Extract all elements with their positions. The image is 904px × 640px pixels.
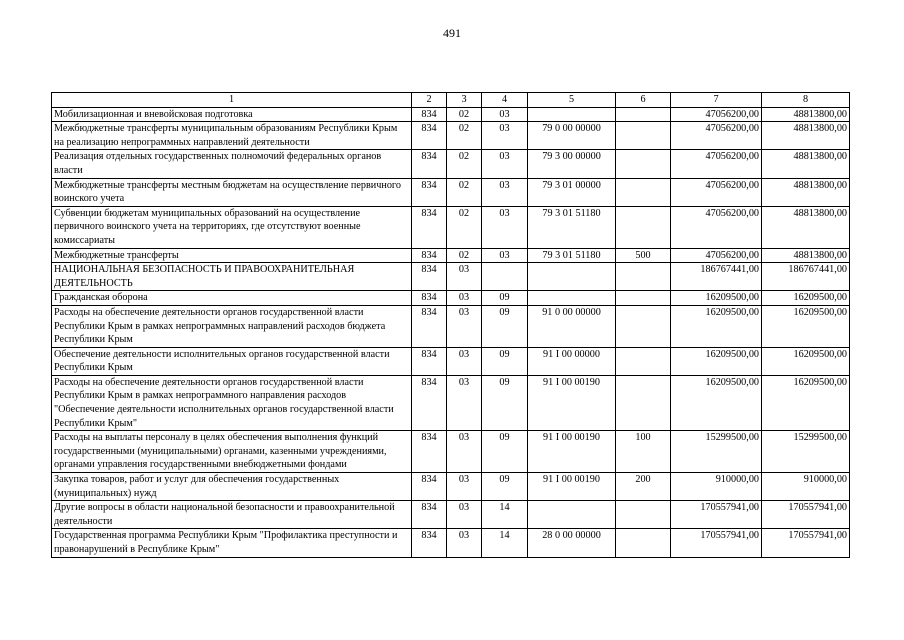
table-row [52,150,850,178]
row-target-code: 91 I 00 00190 [528,375,616,430]
row-expense-type: 200 [616,473,671,501]
row-amount-year2: 16209500,00 [762,291,850,306]
row-name: Обеспечение деятельности исполнительных органов государственной власти Республики Крым [52,347,412,375]
row-amount-year1: 47056200,00 [671,178,762,206]
row-section: 02 [447,107,482,122]
row-section: 03 [447,375,482,430]
row-amount-year2: 48813800,00 [762,206,850,248]
table-row [52,431,850,473]
row-target-code: 79 3 01 51180 [528,206,616,248]
row-amount-year1: 47056200,00 [671,107,762,122]
row-grbs: 834 [412,206,447,248]
header-cell: 5 [528,93,616,108]
row-name: Межбюджетные трансферты муниципальным образованиям Республики Крым на реализацию непрограммных направлений деятельности [52,122,412,150]
row-name: Межбюджетные трансферты [52,248,412,263]
row-subsection: 09 [482,431,528,473]
row-subsection: 14 [482,501,528,529]
row-section: 03 [447,431,482,473]
table-row [52,248,850,263]
row-expense-type [616,178,671,206]
header-cell: 6 [616,93,671,108]
row-amount-year2: 48813800,00 [762,107,850,122]
row-section: 02 [447,206,482,248]
row-section: 02 [447,178,482,206]
row-grbs: 834 [412,347,447,375]
row-amount-year1: 16209500,00 [671,305,762,347]
page-number: 491 [443,26,461,40]
row-section: 03 [447,305,482,347]
row-expense-type [616,206,671,248]
row-expense-type [616,291,671,306]
row-amount-year1: 16209500,00 [671,291,762,306]
row-amount-year2: 48813800,00 [762,150,850,178]
row-amount-year1: 15299500,00 [671,431,762,473]
row-name: Государственная программа Республики Крым "Профилактика преступности и правонарушений в Республике Крым" [52,529,412,557]
row-target-code: 79 0 00 00000 [528,122,616,150]
header-cell: 8 [762,93,850,108]
row-amount-year2: 48813800,00 [762,178,850,206]
row-amount-year1: 47056200,00 [671,248,762,263]
header-cell: 4 [482,93,528,108]
row-amount-year2: 910000,00 [762,473,850,501]
header-cell: 7 [671,93,762,108]
row-amount-year1: 47056200,00 [671,150,762,178]
row-grbs: 834 [412,431,447,473]
row-name: Мобилизационная и вневойсковая подготовка [52,107,412,122]
row-amount-year1: 16209500,00 [671,375,762,430]
header-cell: 3 [447,93,482,108]
row-grbs: 834 [412,178,447,206]
row-name: Расходы на выплаты персоналу в целях обеспечения выполнения функций государственными (муниципальными) органами, казенными учреждениями, органами управления государственными внебюджетными фондами [52,431,412,473]
row-subsection [482,263,528,291]
row-expense-type [616,375,671,430]
row-section: 03 [447,263,482,291]
row-expense-type [616,529,671,557]
table-row [52,347,850,375]
row-target-code: 91 0 00 00000 [528,305,616,347]
row-name: Другие вопросы в области национальной безопасности и правоохранительной деятельности [52,501,412,529]
row-subsection: 09 [482,375,528,430]
table-row [52,501,850,529]
row-target-code [528,107,616,122]
header-row [52,93,850,108]
row-name: НАЦИОНАЛЬНАЯ БЕЗОПАСНОСТЬ И ПРАВООХРАНИТЕЛЬНАЯ ДЕЯТЕЛЬНОСТЬ [52,263,412,291]
table-row [52,178,850,206]
table-body [52,107,850,557]
row-grbs: 834 [412,291,447,306]
row-target-code: 91 I 00 00190 [528,473,616,501]
table-row [52,263,850,291]
row-expense-type [616,107,671,122]
table-row [52,529,850,557]
row-grbs: 834 [412,529,447,557]
row-subsection: 03 [482,122,528,150]
row-grbs: 834 [412,375,447,430]
row-target-code [528,263,616,291]
row-amount-year2: 16209500,00 [762,375,850,430]
row-amount-year1: 16209500,00 [671,347,762,375]
row-target-code [528,291,616,306]
row-section: 02 [447,150,482,178]
row-target-code [528,501,616,529]
row-subsection: 03 [482,107,528,122]
row-section: 03 [447,501,482,529]
row-section: 03 [447,529,482,557]
row-expense-type [616,122,671,150]
row-section: 02 [447,122,482,150]
row-name: Расходы на обеспечение деятельности органов государственной власти Республики Крым в рамках непрограммного направления расходов "Обеспечение деятельности исполнительных органов государственной власти Республики Крым" [52,375,412,430]
row-grbs: 834 [412,473,447,501]
row-amount-year2: 186767441,00 [762,263,850,291]
row-subsection: 03 [482,206,528,248]
row-subsection: 09 [482,291,528,306]
row-name: Закупка товаров, работ и услуг для обеспечения государственных (муниципальных) нужд [52,473,412,501]
row-amount-year1: 170557941,00 [671,501,762,529]
row-grbs: 834 [412,501,447,529]
row-expense-type: 100 [616,431,671,473]
row-target-code: 79 3 00 00000 [528,150,616,178]
row-subsection: 14 [482,529,528,557]
row-amount-year2: 170557941,00 [762,501,850,529]
row-name: Межбюджетные трансферты местным бюджетам на осуществление первичного воинского учета [52,178,412,206]
row-subsection: 03 [482,248,528,263]
row-grbs: 834 [412,122,447,150]
table-row [52,375,850,430]
header-cell: 2 [412,93,447,108]
row-amount-year2: 170557941,00 [762,529,850,557]
row-amount-year1: 47056200,00 [671,122,762,150]
row-name: Реализация отдельных государственных полномочий федеральных органов власти [52,150,412,178]
row-target-code: 28 0 00 00000 [528,529,616,557]
table-row [52,107,850,122]
table-header [52,93,850,108]
row-amount-year2: 15299500,00 [762,431,850,473]
row-amount-year2: 16209500,00 [762,305,850,347]
budget-table [51,92,850,558]
row-grbs: 834 [412,305,447,347]
table-row [52,473,850,501]
row-amount-year2: 48813800,00 [762,248,850,263]
row-expense-type: 500 [616,248,671,263]
row-expense-type [616,347,671,375]
row-amount-year2: 16209500,00 [762,347,850,375]
row-subsection: 09 [482,305,528,347]
row-target-code: 91 I 00 00000 [528,347,616,375]
row-subsection: 09 [482,347,528,375]
row-name: Расходы на обеспечение деятельности органов государственной власти Республики Крым в рамках непрограммных направлений расходов бюджета Республики Крым [52,305,412,347]
row-grbs: 834 [412,248,447,263]
row-grbs: 834 [412,107,447,122]
header-cell: 1 [52,93,412,108]
table-row [52,291,850,306]
row-section: 03 [447,291,482,306]
row-subsection: 09 [482,473,528,501]
table-row [52,122,850,150]
row-amount-year1: 910000,00 [671,473,762,501]
row-name: Субвенции бюджетам муниципальных образований на осуществление первичного воинского учета на территориях, где отсутствуют военные комиссариаты [52,206,412,248]
row-amount-year1: 186767441,00 [671,263,762,291]
row-amount-year1: 47056200,00 [671,206,762,248]
row-amount-year1: 170557941,00 [671,529,762,557]
row-target-code: 79 3 01 51180 [528,248,616,263]
row-section: 02 [447,248,482,263]
row-expense-type [616,263,671,291]
row-section: 03 [447,347,482,375]
row-expense-type [616,150,671,178]
row-target-code: 79 3 01 00000 [528,178,616,206]
row-amount-year2: 48813800,00 [762,122,850,150]
row-grbs: 834 [412,263,447,291]
row-expense-type [616,501,671,529]
row-subsection: 03 [482,178,528,206]
row-section: 03 [447,473,482,501]
row-name: Гражданская оборона [52,291,412,306]
table-row [52,206,850,248]
table-row [52,305,850,347]
row-expense-type [616,305,671,347]
row-grbs: 834 [412,150,447,178]
row-target-code: 91 I 00 00190 [528,431,616,473]
row-subsection: 03 [482,150,528,178]
